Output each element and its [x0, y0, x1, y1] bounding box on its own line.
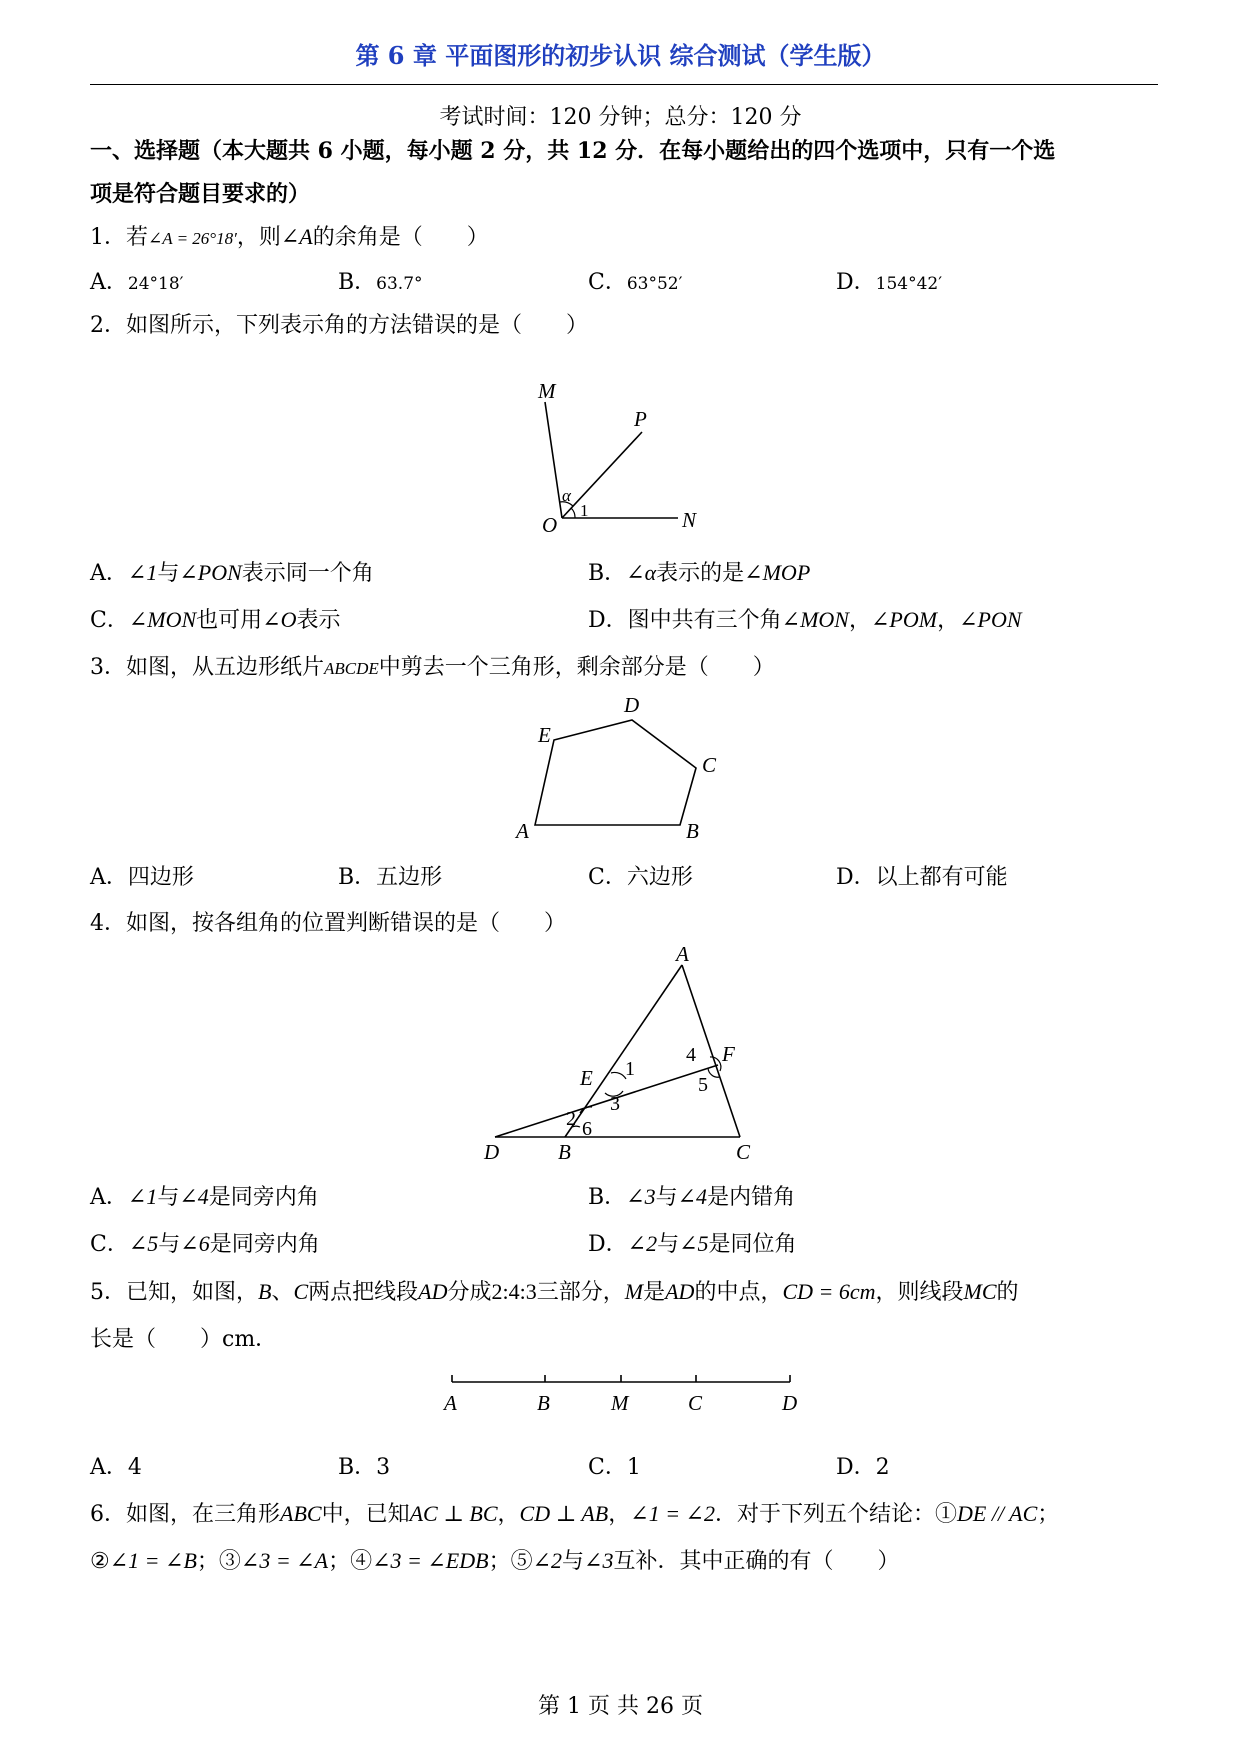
q3-figure-pentagon — [510, 690, 740, 840]
label-a: A — [676, 945, 689, 966]
question-2-stem: 2．如图所示，下列表示角的方法错误的是（ ） — [90, 313, 588, 338]
label-angle-4: 4 — [686, 1044, 696, 1066]
q2-option-d[interactable]: D．图中共有三个角∠MON，∠POM，∠PON — [588, 607, 1022, 633]
question-1-stem — [90, 220, 489, 251]
section-title-line2: 项是符合题目要求的） — [90, 181, 311, 207]
label-alpha: α — [562, 486, 571, 505]
label-e: E — [538, 723, 551, 747]
q4-option-a[interactable]: A．∠1与∠4是同旁内角 — [90, 1184, 319, 1210]
q1-option-c[interactable]: C．63°52′ — [588, 270, 683, 295]
q4-figure-triangle — [480, 945, 780, 1165]
label-angle-1: 1 — [580, 501, 589, 520]
line-ba — [565, 965, 682, 1137]
question-6-stem-line2: ②∠1 = ∠B；③∠3 = ∠A；④∠3 = ∠EDB；⑤∠2与∠3互补．其中正确的有（ ） — [90, 1548, 900, 1574]
label-b: B — [558, 1140, 571, 1164]
q2-option-b[interactable]: B．∠α表示的是∠MOP — [588, 560, 811, 586]
q5-option-b[interactable]: B．3 — [338, 1455, 391, 1480]
q3-option-b[interactable]: B．五边形 — [338, 865, 443, 890]
q1-text-b: ，则∠ — [236, 225, 300, 250]
q4-option-b[interactable]: B．∠3与∠4是内错角 — [588, 1184, 796, 1210]
page-title: 第 6 章 平面图形的初步认识 综合测试（学生版） — [355, 41, 886, 70]
q5-option-c[interactable]: C．1 — [588, 1455, 641, 1480]
header-divider — [90, 84, 1158, 85]
ray-om — [545, 402, 562, 518]
label-p: P — [634, 407, 647, 431]
q2-option-c[interactable]: C．∠MON也可用∠O表示 — [90, 607, 341, 633]
label-e: E — [580, 1066, 593, 1090]
arc-1 — [571, 508, 575, 518]
question-3-stem: 3．如图，从五边形纸片ABCDE中剪去一个三角形，剩余部分是（ ） — [90, 655, 775, 680]
label-f: F — [722, 1042, 735, 1066]
label-d: D — [782, 1391, 798, 1415]
q5-option-a[interactable]: A．4 — [90, 1455, 142, 1480]
label-c: C — [736, 1140, 751, 1164]
q5-option-d[interactable]: D．2 — [836, 1455, 890, 1480]
q1-option-a[interactable]: A．24°18′ — [90, 270, 184, 295]
question-5-stem-line1: 5．已知，如图，B、C两点把线段AD分成2:4:3三部分，M是AD的中点，CD = 6cm，则线段MC的 — [90, 1279, 1019, 1305]
q1-option-d[interactable]: D．154°42′ — [836, 270, 943, 295]
question-6-stem-line1: 6．如图，在三角形ABC中，已知AC ⊥ BC，CD ⊥ AB，∠1 = ∠2．对于下列五个结论：①DE // AC； — [90, 1501, 1060, 1527]
q1-text: 1．若 — [90, 225, 148, 250]
q3-option-d[interactable]: D．以上都有可能 — [836, 865, 1008, 890]
label-angle-1: 1 — [625, 1058, 635, 1080]
label-b: B — [686, 819, 699, 840]
label-o: O — [542, 513, 558, 537]
section-title-line1: 一、选择题（本大题共 6 小题，每小题 2 分，共 12 分．在每小题给出的四个选项中，只有一个选 — [90, 138, 1056, 164]
q4-option-d[interactable]: D．∠2与∠5是同位角 — [588, 1231, 797, 1257]
q1-var: A — [299, 224, 313, 249]
q3-option-a[interactable]: A．四边形 — [90, 865, 194, 890]
label-angle-5: 5 — [698, 1074, 708, 1096]
ray-op — [562, 432, 642, 518]
label-angle-3: 3 — [610, 1093, 620, 1115]
q2-option-a[interactable]: A．∠1与∠PON表示同一个角 — [90, 560, 374, 586]
label-m: M — [538, 380, 556, 403]
q3-option-c[interactable]: C．六边形 — [588, 865, 693, 890]
label-d: D — [484, 1140, 500, 1164]
question-4-stem: 4．如图，按各组角的位置判断错误的是（ ） — [90, 911, 566, 936]
label-c: C — [688, 1391, 703, 1415]
label-angle-6: 6 — [582, 1118, 592, 1140]
label-n: N — [682, 508, 697, 532]
question-5-stem-line2: 长是（ ）cm． — [90, 1327, 278, 1352]
page-number: 第 1 页 共 26 页 — [538, 1694, 703, 1719]
label-b: B — [537, 1391, 550, 1415]
q1-text-c: 的余角是（ ） — [312, 225, 489, 250]
label-angle-2: 2 — [566, 1108, 576, 1130]
q5-figure-segment — [440, 1370, 800, 1420]
label-d: D — [624, 693, 640, 717]
q2-figure-angles — [530, 380, 720, 540]
q4-option-c[interactable]: C．∠5与∠6是同旁内角 — [90, 1231, 320, 1257]
exam-info: 考试时间：120 分钟；总分：120 分 — [439, 105, 802, 130]
label-a: A — [444, 1391, 457, 1415]
label-a: A — [516, 819, 529, 840]
q1-math: ∠A = 26°18′ — [148, 229, 237, 248]
arc-1 — [611, 1072, 626, 1079]
label-m: M — [611, 1391, 629, 1415]
q1-option-b[interactable]: B．63.7° — [338, 270, 423, 295]
pentagon-abcde — [535, 720, 696, 825]
label-c: C — [702, 753, 717, 777]
